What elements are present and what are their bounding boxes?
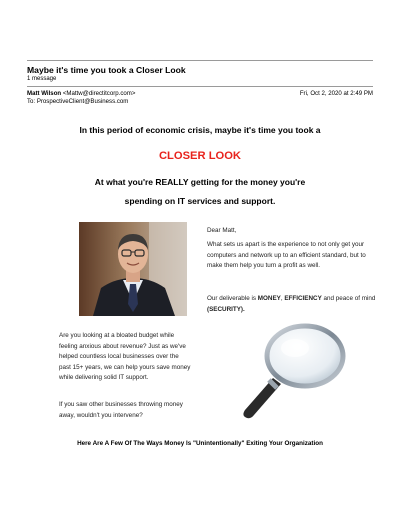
deliverable-paragraph: Our deliverable is MONEY, EFFICIENCY and peace of mind (SECURITY). — [207, 295, 376, 313]
security-keyword: (SECURITY). — [207, 305, 245, 313]
headline-intro: In this period of economic crisis, maybe it's time you took a — [79, 125, 321, 135]
sender-email[interactable]: <Mattw@directitcorp.com> — [62, 90, 136, 97]
sender-line — [27, 90, 135, 97]
intervene-paragraph: If you saw other businesses throwing money away, wouldn't you intervene? — [59, 401, 183, 419]
intro-paragraph: What sets us apart is the experience to not only get your computers and network up to an efficient standard, but to make them help you turn a profit as well. — [207, 241, 366, 270]
email-subject: Maybe it's time you took a Closer Look — [27, 65, 186, 75]
portrait-photo — [79, 222, 187, 316]
headline-money: At what you're REALLY getting for the money you're — [94, 177, 306, 187]
header-divider — [27, 86, 373, 87]
efficiency-keyword: EFFICIENCY — [284, 295, 322, 302]
message-count: 1 message — [27, 76, 57, 82]
sender-name: Matt Wilson — [27, 90, 62, 97]
header-top-rule — [27, 60, 373, 61]
closer-look-heading: CLOSER LOOK — [158, 150, 242, 162]
email-date: Fri, Oct 2, 2020 at 2:49 PM — [299, 90, 373, 97]
budget-paragraph: Are you looking at a bloated budget while feeling anxious about revenue? Just as we've helped countless local businesses over the past 15+ years, we can help yours save money while delivering solid IT support. — [59, 332, 191, 382]
money-keyword: MONEY — [257, 295, 281, 302]
footer-heading: Here Are A Few Of The Ways Money Is "Unintentionally" Exiting Your Organization — [77, 440, 323, 447]
magnifying-glass-icon — [225, 322, 350, 422]
headline-spending: spending on IT services and support. — [124, 196, 276, 206]
recipient-line: To: ProspectiveClient@Business.com — [27, 98, 129, 105]
greeting: Dear Matt, — [207, 227, 237, 234]
